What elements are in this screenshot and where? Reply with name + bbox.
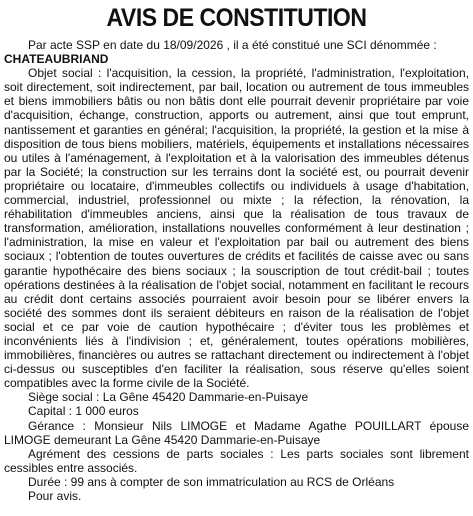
- company-name: CHATEAUBRIAND: [4, 52, 109, 67]
- intro-paragraph: [4, 38, 469, 66]
- notice-title: AVIS DE CONSTITUTION: [106, 4, 367, 32]
- legal-notice: [0, 3, 473, 516]
- gerance-paragraph: Gérance : Monsieur Nils LIMOGE et Madame Agathe POUILLART épouse LIMOGE demeurant La Gêne 45420 Dammarie-en-Puisaye: [4, 418, 469, 447]
- capital-paragraph: Capital : 1 000 euros: [28, 404, 139, 419]
- intro-text: Par acte SSP en date du 18/09/2026 , il a été constitué une SCI dénommée :: [28, 38, 437, 52]
- duree-paragraph: Durée : 99 ans à compter de son immatriculation au RCS de Orléans: [28, 474, 395, 489]
- notice-body: [4, 38, 469, 503]
- siege-social-paragraph: Siège social : La Gêne 45420 Dammarie-en-Puisaye: [28, 390, 309, 405]
- closing-paragraph: Pour avis.: [28, 489, 82, 503]
- objet-social-paragraph: Objet social : l'acquisition, la cession, la propriété, l'administration, l'exploitation, soit directement, soit indirectement, par bail, location ou autrement de tous immeubles et biens immobiliers bâtis ou non bâtis dont elle pourrait devenir propriétaire par voie d'acquisition, échange, construction, apports ou autrement, ainsi que tout emprunt, nantissement et garanties en général; l'acquisition, la propriété, la gestion et la mise à disposition de tous biens mobiliers, matériels, équipements et installations nécessaires ou utiles à l'aménagement, à l'exploitation et à la valorisation des immeubles détenus par la Société; la construction sur les terrains dont la société est, ou pourrait devenir propriétaire ou locataire, d'immeubles collectifs ou individuels à usage d'habitation, commercial, industriel, professionnel ou mixte ; la réfection, la rénovation, la réhabilitation d'immeubles anciens, ainsi que la réalisation de tous travaux de transformation, amélioration, installations nouvelles conformément à leur destination ; l'administration, la mise en valeur et l'exploitation par bail ou autrement des biens sociaux ; l'obtention de toutes ouvertures de crédits et facilités de caisse avec ou sans garantie hypothécaire des biens sociaux ; la souscription de tout crédit-bail ; toutes opérations destinées à la réalisation de l'objet social, notamment en facilitant le recours au crédit dont certains associés pourraient avoir besoin pour se libérer envers la société des sommes dont ils seraient débiteurs en raison de la réalisation de l'objet social et ce par voie de caution hypothécaire ; d'éviter tous les problèmes et inconvénients liés à l'indivision ; et, généralement, toutes opérations mobilières, immobilières, financières ou autres se rattachant directement ou indirectement à l'objet ci-dessus ou susceptibles d'en faciliter la réalisation, sous réserve qu'elles soient compatibles avec la forme civile de la Société.: [4, 66, 469, 391]
- agrement-paragraph: Agrément des cessions de parts sociales : Les parts sociales sont librement cessibles entre associés.: [4, 446, 469, 475]
